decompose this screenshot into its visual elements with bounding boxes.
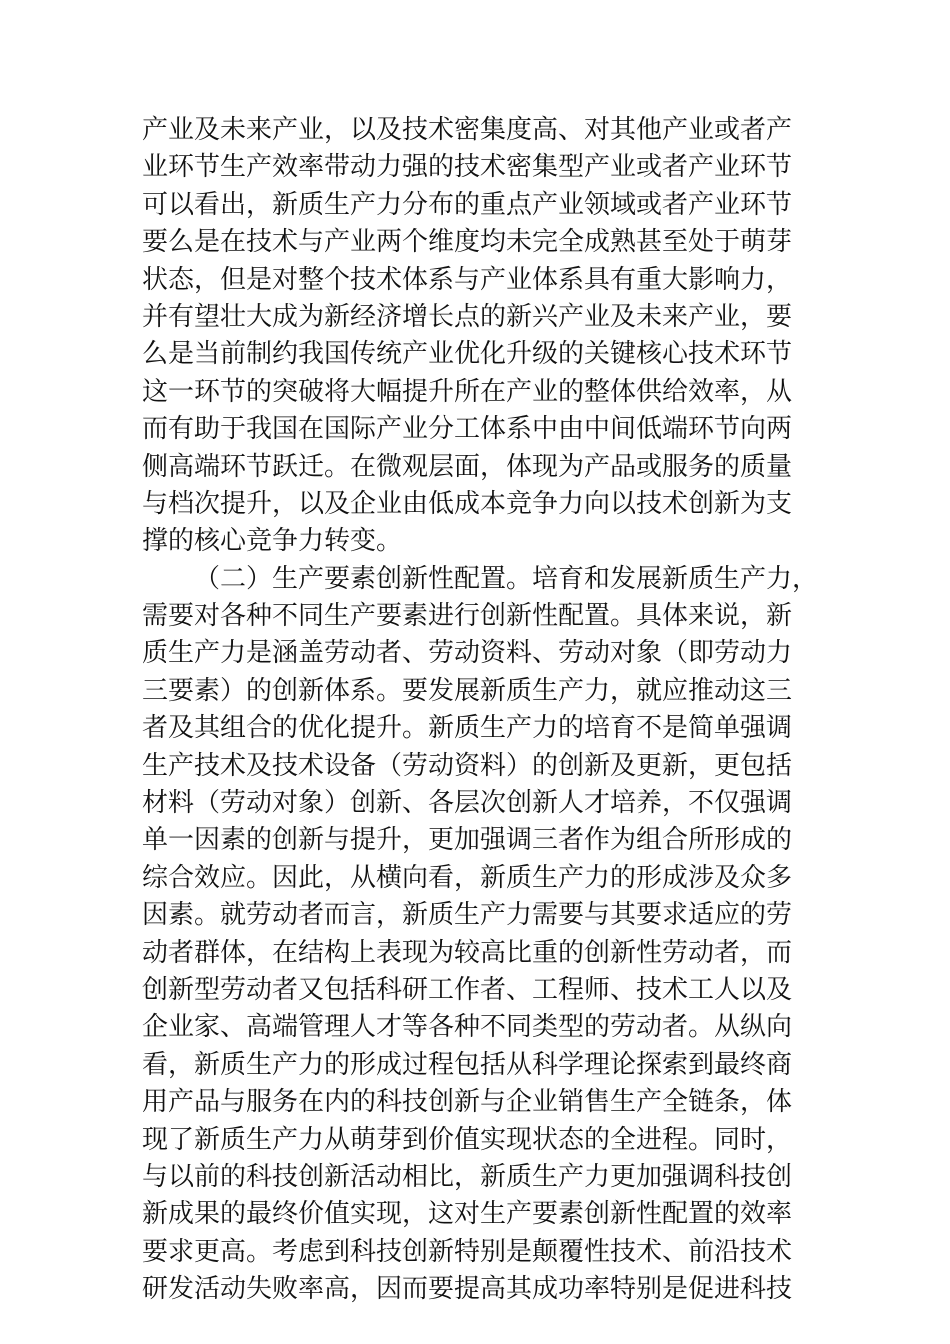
text-line: 侧高端环节跃迁。在微观层面，体现为产品或服务的质量 [142, 451, 793, 482]
text-line: 而有助于我国在国际产业分工体系中由中间低端环节向两 [142, 414, 793, 445]
text-line: 研发活动失败率高，因而要提高其成功率特别是促进科技 [142, 1274, 793, 1305]
text-line: 创新型劳动者又包括科研工作者、工程师、技术工人以及 [142, 974, 793, 1005]
text-line: 现了新质生产力从萌芽到价值实现状态的全进程。同时， [142, 1124, 793, 1155]
body-text [142, 112, 842, 1309]
text-line: 状态，但是对整个技术体系与产业体系具有重大影响力， [142, 264, 793, 295]
text-line: 撑的核心竞争力转变。 [142, 526, 403, 557]
text-line: 者及其组合的优化提升。新质生产力的培育不是简单强调 [142, 713, 793, 744]
text-line: 综合效应。因此，从横向看，新质生产力的形成涉及众多 [142, 862, 793, 893]
paragraph-1 [142, 112, 842, 561]
text-line: 与以前的科技创新活动相比，新质生产力更加强调科技创 [142, 1161, 793, 1192]
text-line: 需要对各种不同生产要素进行创新性配置。具体来说，新 [142, 601, 793, 632]
text-line: 材料（劳动对象）创新、各层次创新人才培养，不仅强调 [142, 788, 793, 819]
text-line: （二）生产要素创新性配置。培育和发展新质生产力， [194, 563, 819, 594]
text-line: 动者群体，在结构上表现为较高比重的创新性劳动者，而 [142, 937, 793, 968]
text-line: 质生产力是涵盖劳动者、劳动资料、劳动对象（即劳动力 [142, 638, 793, 669]
text-line: 要求更高。考虑到科技创新特别是颠覆性技术、前沿技术 [142, 1236, 793, 1267]
text-line: 企业家、高端管理人才等各种不同类型的劳动者。从纵向 [142, 1012, 793, 1043]
text-line: 三要素）的创新体系。要发展新质生产力，就应推动这三 [142, 675, 793, 706]
text-line: 看，新质生产力的形成过程包括从科学理论探索到最终商 [142, 1049, 793, 1080]
text-line: 么是当前制约我国传统产业优化升级的关键核心技术环节 [142, 339, 793, 370]
text-line: 可以看出，新质生产力分布的重点产业领域或者产业环节 [142, 189, 793, 220]
text-line: 因素。就劳动者而言，新质生产力需要与其要求适应的劳 [142, 900, 793, 931]
paragraph-2 [142, 561, 842, 1309]
text-line: 产业及未来产业，以及技术密集度高、对其他产业或者产 [142, 115, 793, 145]
text-line: 业环节生产效率带动力强的技术密集型产业或者产业环节 [142, 152, 793, 183]
text-line: 并有望壮大成为新经济增长点的新兴产业及未来产业，要 [142, 301, 793, 332]
text-line: 要么是在技术与产业两个维度均未完全成熟甚至处于萌芽 [142, 227, 793, 258]
text-line: 新成果的最终价值实现，这对生产要素创新性配置的效率 [142, 1199, 793, 1230]
text-line: 这一环节的突破将大幅提升所在产业的整体供给效率，从 [142, 376, 793, 407]
text-line: 生产技术及技术设备（劳动资料）的创新及更新，更包括 [142, 750, 793, 781]
text-line: 单一因素的创新与提升，更加强调三者作为组合所形成的 [142, 825, 793, 856]
text-line: 与档次提升，以及企业由低成本竞争力向以技术创新为支 [142, 488, 793, 519]
text-line: 用产品与服务在内的科技创新与企业销售生产全链条，体 [142, 1087, 793, 1118]
